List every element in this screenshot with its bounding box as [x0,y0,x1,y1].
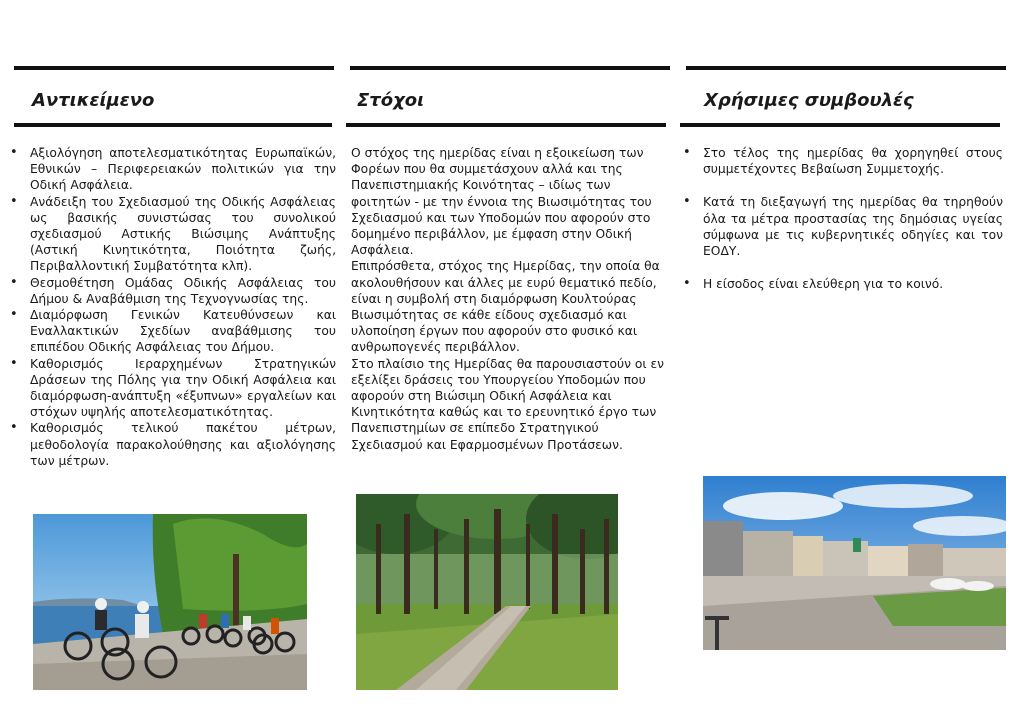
goals-paragraph: Ο στόχος της ημερίδας είναι η εξοικείωση των Φορέων που θα συμμετάσχουν αλλά και της Πανεπιστημιακής Κοινότητας – ιδίως των φοιτητών - με την έννοια της Βιωσιμότητας του Σχεδιασμού και των Υποδομών που αφορούν στο δομημένο περιβάλλον, με έμφαση στην Οδική Ασφάλεια. [351,146,652,258]
list-item: • Θεσμοθέτηση Ομάδας Οδικής Ασφάλειας του Δήμου & Αναβάθμιση της Τεχνογνωσίας της. [10,275,336,307]
col2-top-rule [350,66,670,70]
cyclists-photo [33,514,307,690]
col2-heading-rule [346,123,666,127]
list-item: • Διαμόρφωση Γενικών Κατευθύνσεων και Εναλλακτικών Σχεδίων αναβάθμισης του επιπέδου Οδικής Ασφάλειας του Δήμου. [10,307,336,356]
park-photo [356,494,618,690]
col3-heading-rule [680,123,1000,127]
list-item: • Η είσοδος είναι ελεύθερη για το κοινό. [683,276,1003,292]
list-item: • Καθορισμός τελικού πακέτου μέτρων, μεθοδολογία παρακολούθησης και αξιολόγησης των μέτρων. [10,420,336,469]
goals-paragraph: Επιπρόσθετα, στόχος της Ημερίδας, την οποία θα ακολουθήσουν και άλλες με ευρύ θεματικό πεδίο, είναι η συμβολή στη διαμόρφωση Κουλτούρας Βιωσιμότητας σε κάθε είδους σχεδιασμό και υλοποίηση έργων που αφορούν στο φυσικό και ανθρωπογενές περιβάλλον. [351,259,660,355]
list-item: • Αξιολόγηση αποτελεσματικότητας Ευρωπαϊκών, Εθνικών – Περιφερειακών πολιτικών για την Οδική Ασφάλεια. [10,145,336,194]
col2-heading: Στόχοι [357,90,425,111]
tips-list [683,145,1003,309]
city-square-photo [703,476,1006,650]
list-item: • Καθορισμός Ιεραρχημένων Στρατηγικών Δράσεων της Πόλης για την Οδική Ασφάλεια και διαμόρφωση-ανάπτυξη «έξυπνων» εργαλείων και στόχων υψηλής αποτελεσματικότητας. [10,356,336,421]
col1-top-rule [14,66,334,70]
list-item: • Στο τέλος της ημερίδας θα χορηγηθεί στους συμμετέχοντες Βεβαίωση Συμμετοχής. [683,145,1003,177]
list-item: • Κατά τη διεξαγωγή της ημερίδας θα τηρηθούν όλα τα μέτρα προστασίας της δημόσιας υγείας σύμφωνα με τις κυβερνητικές οδηγίες και τον ΕΟΔΥ. [683,194,1003,259]
objectives-list [10,145,336,469]
col1-heading: Αντικείμενο [32,90,155,111]
col1-heading-rule [14,123,332,127]
goals-paragraph: Στο πλαίσιο της Ημερίδας θα παρουσιαστούν οι εν εξελίξει δράσεις του Υπουργείου Υποδομών που αφορούν στη Βιώσιμη Οδική Ασφάλεια και Κινητικότητα καθώς και το ερευνητικό έργο των Πανεπιστημίων σε επίπεδο Στρατηγικού Σχεδιασμού και Εφαρμοσμένων Προτάσεων. [351,356,664,452]
col3-top-rule [686,66,1006,70]
list-item: • Ανάδειξη του Σχεδιασμού της Οδικής Ασφάλειας ως βασικής συνιστώσας του συνολικού σχεδιασμού Αστικής Βιώσιμης Ανάπτυξης (Αστική Κινητικότητα, Ποιότητα ζωής, Περιβαλλοντική Συμβατότητα κλπ). [10,194,336,275]
col3-heading: Χρήσιμες συμβουλές [704,90,914,111]
goals-text [351,145,673,453]
